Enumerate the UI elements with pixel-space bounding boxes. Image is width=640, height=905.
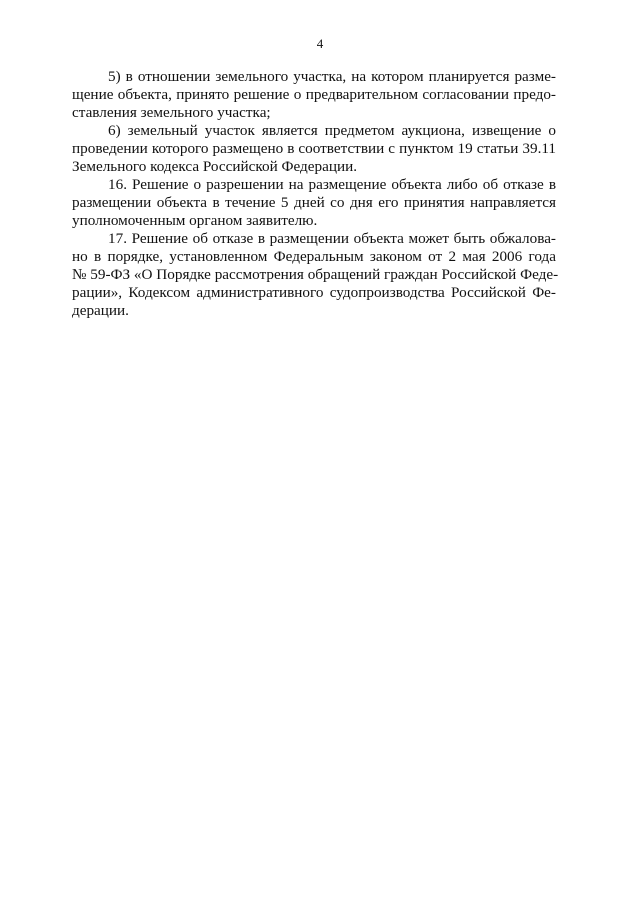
paragraph-item-5-line-3: ставления земельного участка; [72,104,271,121]
paragraph-item-17-line-3: № 59-ФЗ «О Порядке рассмотрения обращений граждан Российской Феде- [72,266,559,283]
paragraph-item-17-line-2: но в порядке, установленном Федеральным законом от 2 мая 2006 года [72,248,556,265]
paragraph-item-16-line-3: уполномоченным органом заявителю. [72,212,318,229]
page-number: 4 [316,36,324,51]
paragraph-item-16-line-1: 16. Решение о разрешении на размещение объекта либо об отказе в [108,176,556,193]
paragraph-item-6-line-3: Земельного кодекса Российской Федерации. [72,158,358,175]
paragraph-item-16-line-2: размещении объекта в течение 5 дней со дня его принятия направляется [72,194,556,211]
paragraph-item-17-line-1: 17. Решение об отказе в размещении объекта может быть обжалова- [108,230,556,247]
paragraph-item-5-line-1: 5) в отношении земельного участка, на котором планируется разме- [108,68,556,85]
paragraph-item-17-line-5: дерации. [72,302,129,319]
paragraph-item-5-line-2: щение объекта, принято решение о предварительном согласовании предо- [72,86,556,103]
paragraph-item-17-line-4: рации», Кодексом административного судопроизводства Российской Фе- [72,284,556,301]
paragraph-item-6-line-1: 6) земельный участок является предметом аукциона, извещение о [108,122,556,139]
paragraph-item-6-line-2: проведении которого размещено в соответствии с пунктом 19 статьи 39.11 [72,140,556,157]
